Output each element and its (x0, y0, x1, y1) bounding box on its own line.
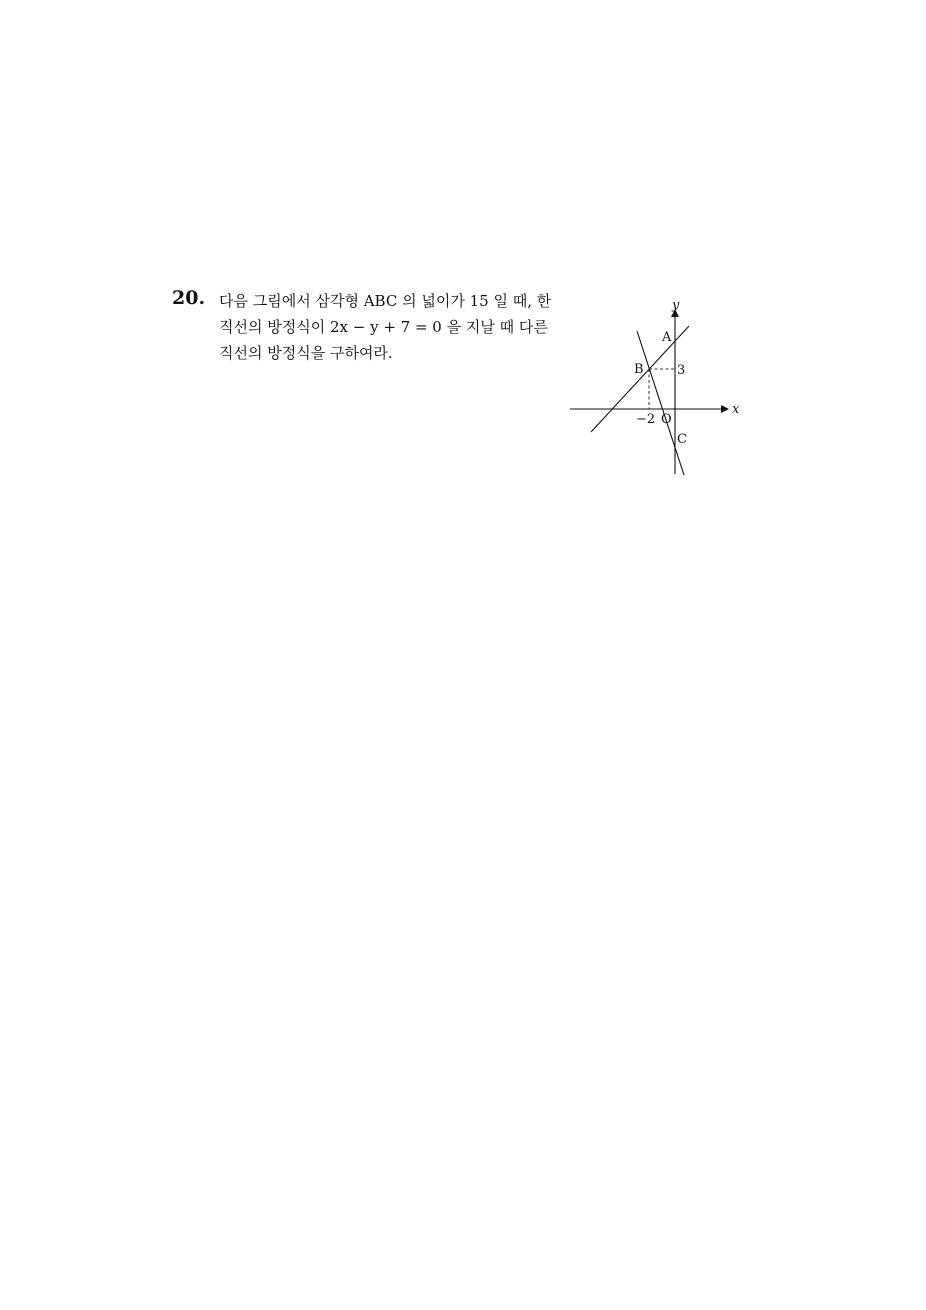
x-axis-label: x (732, 402, 740, 417)
y-axis-label: y (672, 298, 680, 313)
line-bc (637, 331, 684, 475)
problem-line-3: 직선의 방정식을 구하여라. (219, 344, 393, 362)
tick-x-minus2-label: −2 (636, 412, 656, 427)
coordinate-figure (566, 292, 746, 482)
origin-label: O (661, 412, 672, 427)
problem-line-1: 다음 그림에서 삼각형 ABC 의 넓이가 15 일 때, 한 (219, 292, 552, 310)
point-c-label: C (677, 432, 687, 447)
point-b-label: B (634, 362, 644, 377)
problem-line-2: 직선의 방정식이 2x − y + 7 = 0 을 지날 때 다른 (219, 318, 548, 336)
tick-y-3-label: 3 (677, 363, 686, 378)
problem-number: 20. (172, 287, 206, 309)
point-a-label: A (662, 330, 672, 345)
figure-svg (566, 292, 746, 482)
problem-statement (219, 288, 564, 366)
